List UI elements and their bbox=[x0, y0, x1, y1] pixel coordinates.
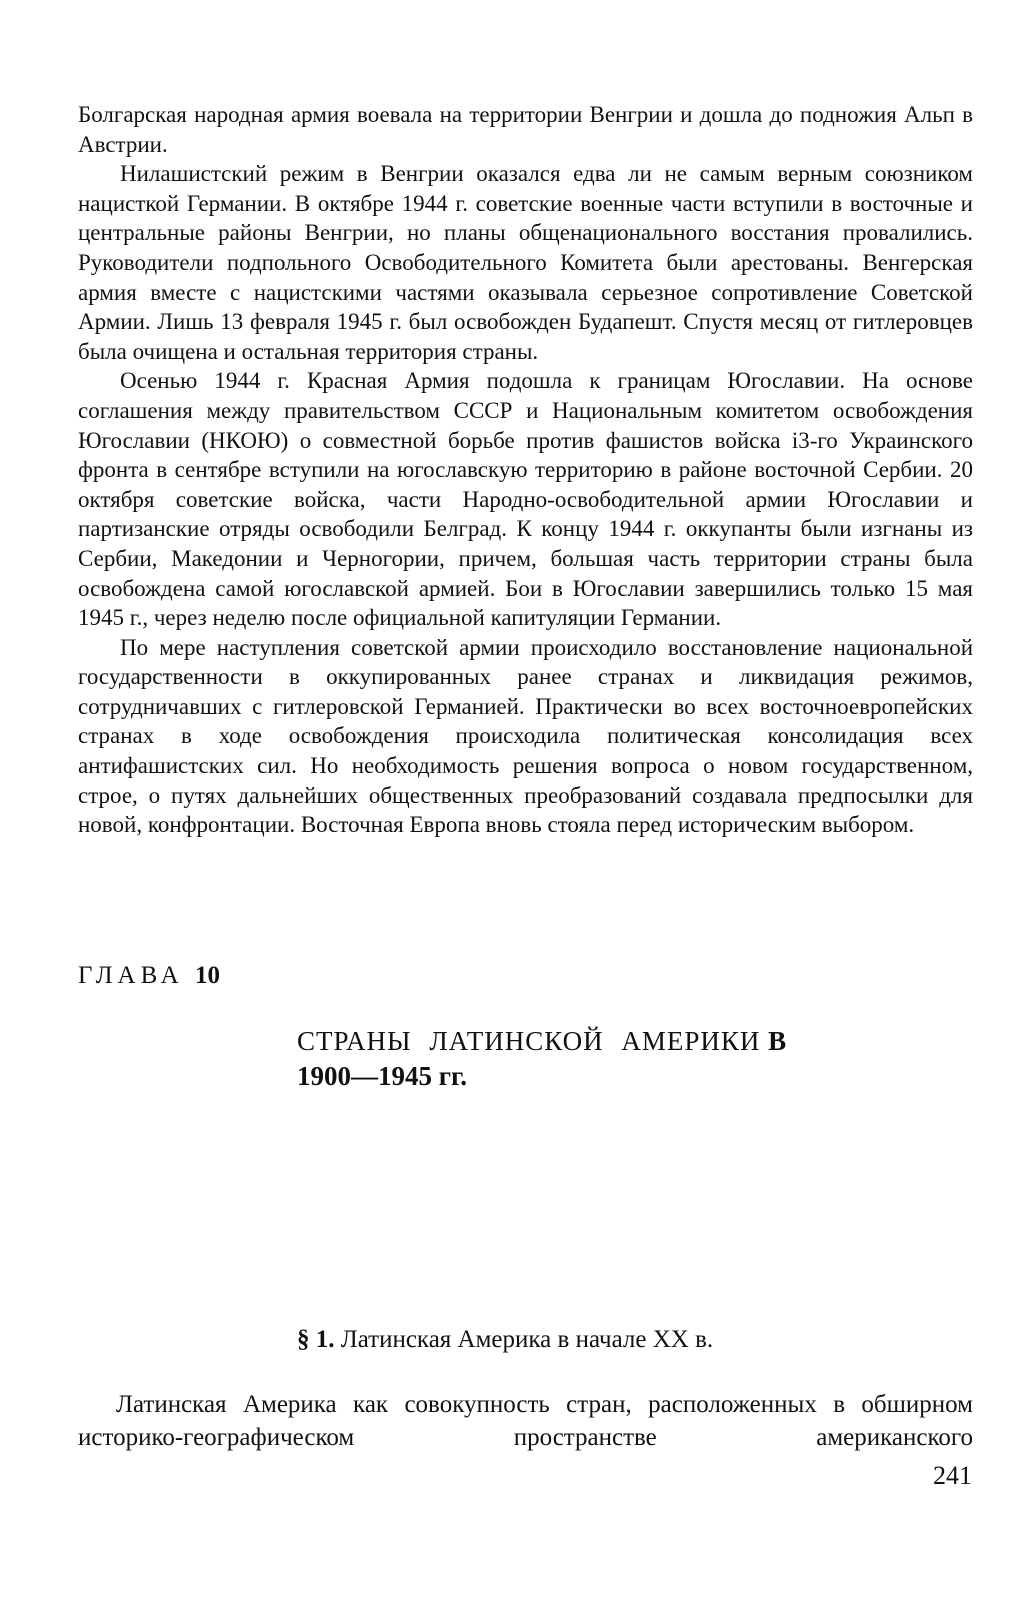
section-heading bbox=[297, 1326, 713, 1354]
chapter-title-line2: 1900—1945 гг. bbox=[297, 1061, 467, 1091]
section-title: Латинская Америка в начале XX в. bbox=[340, 1326, 714, 1353]
chapter-title-line1 bbox=[297, 1024, 837, 1059]
chapter-label-word: ГЛАВА bbox=[78, 962, 184, 989]
paragraph-3: Осенью 1944 г. Красная Армия подошла к границам Югославии. На основе соглашения между правительством СССР и Национальным комитетом освобождения Югославии (НКОЮ) о совместной борьбе против фашистов войска і3-го Украинского фронта в сентябре вступили на югославскую территорию в районе восточной Сербии. 20 октября советские войска, части Народно-освободительной армии Югославии и партизанские отряды освободили Белград. К концу 1944 г. оккупанты были изгнаны из Сербии, Македонии и Черногории, причем, большая часть территории страны была освобождена самой югославской армией. Бои в Югославии завершились только 15 мая 1945 г., через неделю после официальной капитуляции Германии. bbox=[78, 368, 973, 631]
chapter-number: 10 bbox=[195, 962, 220, 989]
paragraph-4: По мере наступления советской армии происходило восстановление национальной государственности в оккупированных ранее странах и ликвидация режимов, сотрудничавших с гитлеровской Германией. Практически во всех восточноевропейских странах в ходе освобождения происходила политическая консолидация всех антифашистских сил. Но необходимость решения вопроса о новом государственном, строе, о путях дальнейших общественных преобразований создавала предпосылки для новой, конфронтации. Восточная Европа вновь стояла перед историческим выбором. bbox=[78, 634, 973, 838]
page-number: 241 bbox=[933, 1461, 972, 1490]
chapter-title-text: СТРАНЫ ЛАТИНСКОЙ АМЕРИКИ bbox=[297, 1026, 761, 1056]
page-body bbox=[78, 100, 973, 840]
section-number: § 1. bbox=[297, 1326, 335, 1353]
chapter-label bbox=[78, 962, 220, 990]
chapter-title-preposition: В bbox=[768, 1026, 788, 1056]
chapter-title bbox=[297, 1024, 837, 1094]
paragraph-1: Болгарская народная армия воевала на территории Венгрии и дошла до подножия Альп в Австрии. bbox=[78, 102, 973, 157]
section-paragraph: Латинская Америка как совокупность стран, расположенных в обширном историко-географическом пространстве американского bbox=[78, 1391, 973, 1451]
paragraph-2: Нилашистский режим в Венгрии оказался едва ли не самым верным союзником нацисткой Германии. В октябре 1944 г. советские военные части вступили в восточные и центральные районы Венгрии, но планы общенационального восстания провалились. Руководители подпольного Освободительного Комитета были арестованы. Венгерская армия вместе с нацистскими частями оказывала серьезное сопротивление Советской Армии. Лишь 13 февраля 1945 г. был освобожден Будапешт. Спустя месяц от гитлеровцев была очищена и остальная территория страны. bbox=[78, 161, 973, 364]
